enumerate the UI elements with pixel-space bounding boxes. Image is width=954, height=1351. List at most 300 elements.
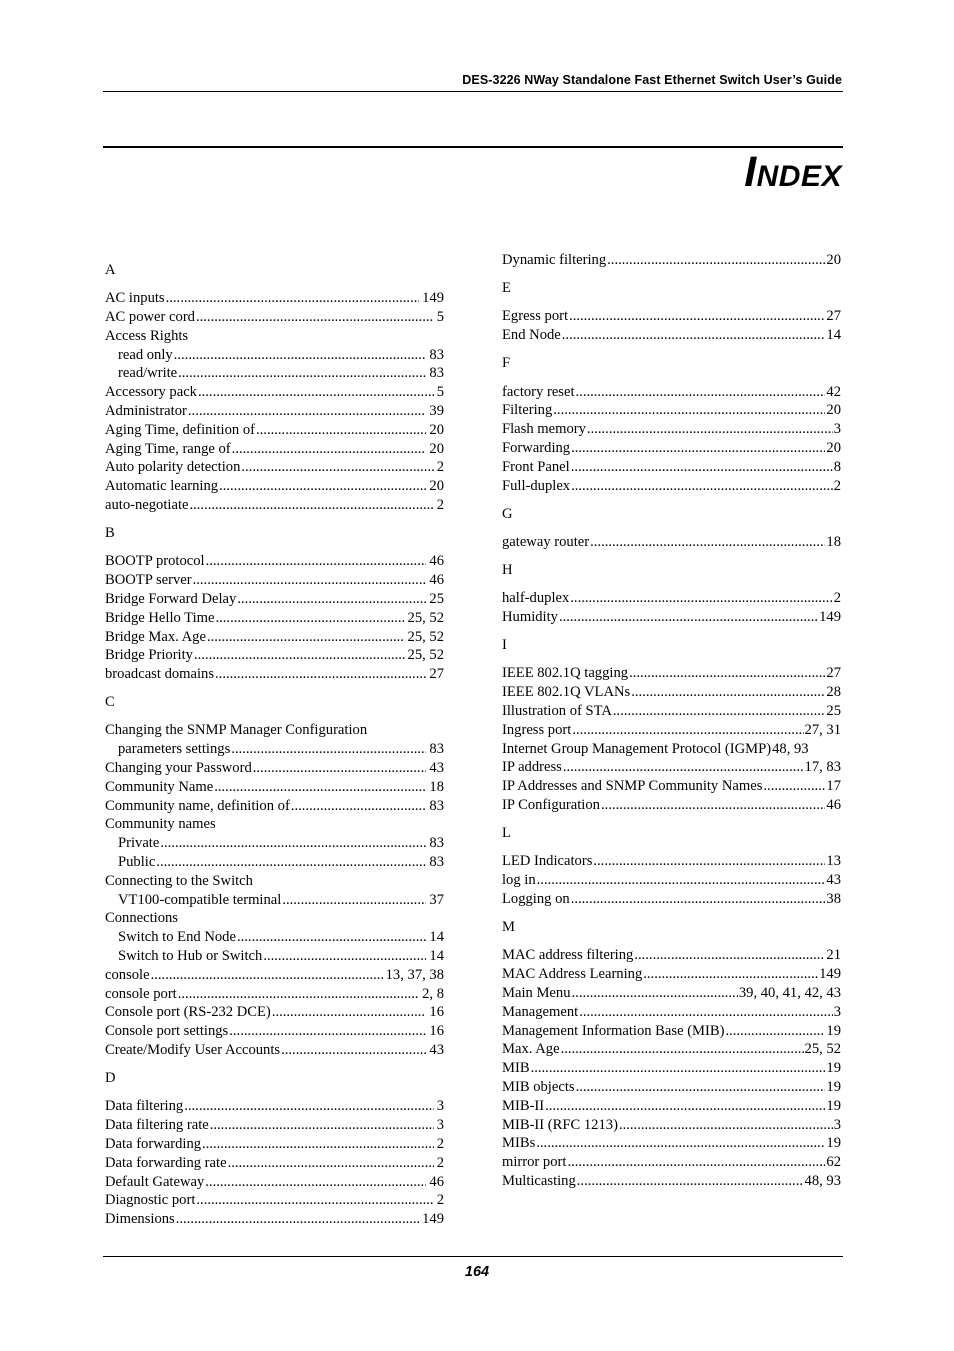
section-letter: H [502, 562, 513, 579]
index-entry [502, 758, 841, 777]
index-entry [502, 1078, 841, 1097]
dot-leader [561, 326, 826, 345]
index-term: Management Information Base (MIB) [502, 1022, 725, 1039]
index-page-refs: 149 [422, 290, 444, 307]
dot-leader [544, 1097, 825, 1116]
index-page-refs: 46 [429, 1173, 444, 1190]
index-term: AC inputs [105, 290, 165, 307]
index-term: Dimensions [105, 1211, 175, 1228]
index-page-refs: 46 [429, 553, 444, 570]
index-term: Data filtering rate [105, 1117, 209, 1134]
dot-leader [230, 740, 426, 759]
index-term: Default Gateway [105, 1173, 205, 1190]
index-term: read only [118, 346, 173, 363]
index-page-refs: 25, 52 [407, 647, 444, 664]
index-entry [502, 740, 841, 759]
index-term: Management [502, 1003, 579, 1020]
index-page-refs: 46 [826, 797, 841, 814]
index-term: Flash memory [502, 421, 586, 438]
dot-leader [209, 1116, 434, 1135]
index-entry [502, 852, 841, 871]
dot-leader [197, 383, 434, 402]
index-term: IEEE 802.1Q tagging [502, 665, 629, 682]
index-entry [502, 890, 841, 909]
dot-leader [589, 533, 825, 552]
index-entry [105, 458, 444, 477]
index-entry [105, 477, 444, 496]
index-page-refs: 3 [436, 1098, 444, 1115]
index-entry [502, 702, 841, 721]
index-term: AC power cord [105, 308, 195, 325]
index-page-refs: 19 [826, 1022, 841, 1039]
index-page-refs: 14 [826, 327, 841, 344]
index-entry [502, 871, 841, 890]
index-entry [502, 1097, 841, 1116]
dot-leader [262, 947, 426, 966]
index-page-refs: 3 [833, 1003, 841, 1020]
page-title-initial: I [744, 148, 757, 196]
index-page-refs: 43 [429, 1042, 444, 1059]
index-term: Public [118, 854, 156, 871]
dot-leader [214, 665, 426, 684]
dot-leader [173, 346, 427, 365]
index-term: Switch to End Node [118, 929, 236, 946]
index-term: IP Addresses and SNMP Community Names [502, 778, 763, 795]
index-page-refs: 28 [826, 684, 841, 701]
dot-leader [155, 853, 426, 872]
dot-leader [535, 1134, 825, 1153]
dot-leader [612, 702, 826, 721]
index-entry [502, 307, 841, 326]
index-column-left [105, 261, 444, 1229]
index-term: Community name, definition of [105, 797, 290, 814]
dot-leader [183, 1097, 433, 1116]
index-term: MIB-II [502, 1097, 545, 1114]
index-term: LED Indicators [502, 853, 593, 870]
dot-leader [558, 608, 818, 627]
index-page-refs: 25, 52 [407, 628, 444, 645]
dot-leader [231, 440, 427, 459]
section-letter: A [105, 262, 116, 278]
index-term: Main Menu [502, 984, 571, 1001]
index-entry [105, 721, 444, 740]
index-term: broadcast domains [105, 666, 215, 683]
index-entry [105, 909, 444, 928]
index-term: Diagnostic port [105, 1192, 196, 1209]
index-term: Bridge Hello Time [105, 609, 215, 626]
index-page-refs: 62 [826, 1154, 841, 1171]
index-term: IP address [502, 759, 562, 776]
index-page-refs: 20 [429, 440, 444, 457]
index-page-refs: 25, 52 [407, 609, 444, 626]
index-entry [502, 664, 841, 683]
index-page-refs: 46 [429, 572, 444, 589]
index-page-refs: 2 [436, 1136, 444, 1152]
dot-leader [570, 890, 826, 909]
index-entry [502, 1022, 841, 1041]
dot-leader [571, 984, 738, 1003]
chapter-rule [103, 146, 843, 148]
index-term: Community Name [105, 778, 214, 795]
index-term: Full-duplex [502, 477, 571, 494]
section-letter: I [502, 637, 507, 654]
index-term: VT100-compatible terminal [118, 891, 282, 908]
index-entry [105, 1116, 444, 1135]
dot-leader [236, 928, 426, 947]
index-entry [105, 440, 444, 459]
index-entry [105, 289, 444, 308]
index-term: Bridge Forward Delay [105, 590, 237, 607]
dot-leader [252, 759, 427, 778]
index-page-refs: 17 [826, 778, 841, 795]
header-rule [103, 91, 843, 92]
index-page-refs: 19 [826, 1097, 841, 1114]
index-entry [105, 1097, 444, 1116]
index-term: BOOTP server [105, 572, 192, 589]
index-term: factory reset [502, 383, 575, 400]
dot-leader [530, 1059, 826, 1078]
index-entry [105, 308, 444, 327]
index-entry [502, 608, 841, 627]
index-term: Filtering [502, 402, 553, 419]
index-entry [502, 946, 841, 965]
index-entry [105, 815, 444, 834]
dot-leader [569, 589, 832, 608]
index-term: IP Configuration [502, 797, 600, 814]
dot-leader [201, 1135, 434, 1154]
index-entry [105, 872, 444, 891]
dot-leader [552, 401, 825, 420]
index-term: Console port (RS-232 DCE) [105, 1004, 271, 1021]
index-entry [105, 985, 444, 1004]
index-page-refs: 16 [429, 1023, 444, 1040]
index-entry [105, 1135, 444, 1154]
index-term: mirror port [502, 1154, 567, 1171]
dot-leader [227, 1154, 434, 1173]
index-term: Connections [105, 910, 178, 927]
index-page-refs: 20 [826, 439, 841, 456]
dot-leader [195, 1191, 433, 1210]
index-entry [105, 1210, 444, 1229]
dot-leader [586, 420, 833, 439]
index-page-refs: 20 [429, 421, 444, 438]
dot-leader [214, 609, 404, 628]
index-entry [502, 477, 841, 496]
index-page-refs: 20 [429, 478, 444, 495]
index-page-refs: 2 [833, 477, 841, 494]
index-page-refs: 3 [436, 1117, 444, 1134]
index-page-refs: 13, 37, 38 [385, 966, 444, 983]
index-term: Dynamic filtering [502, 252, 607, 268]
dot-leader [628, 664, 825, 683]
index-page-refs: 83 [429, 797, 444, 814]
dot-leader [218, 477, 426, 496]
index-term: Forwarding [502, 439, 571, 456]
page-title-rest: NDEX [756, 160, 842, 193]
dot-leader [187, 402, 427, 421]
dot-leader [205, 552, 427, 571]
index-page-refs: 3 [833, 1116, 841, 1133]
index-entry [105, 590, 444, 609]
dot-leader [725, 1022, 826, 1041]
index-term: Bridge Priority [105, 647, 193, 664]
index-term: Internet Group Management Protocol (IGMP) [502, 740, 772, 757]
index-entry [105, 346, 444, 365]
index-entry [105, 1173, 444, 1192]
dot-leader [159, 834, 426, 853]
index-page-refs: 38 [826, 891, 841, 907]
index-page-refs: 27 [826, 308, 841, 325]
dot-leader [177, 985, 419, 1004]
index-entry [105, 571, 444, 590]
index-term: MIB objects [502, 1078, 575, 1095]
index-entry [105, 966, 444, 985]
index-page-refs: 17, 83 [804, 759, 841, 776]
dot-leader [536, 871, 826, 890]
index-entry [105, 421, 444, 440]
index-entry [105, 1154, 444, 1173]
index-term: MIB [502, 1060, 530, 1077]
index-page-refs: 3 [833, 421, 841, 438]
index-entry [105, 552, 444, 571]
index-entry [105, 646, 444, 665]
index-page-refs: 83 [429, 365, 444, 382]
dot-leader [177, 364, 426, 383]
index-entry [502, 1116, 841, 1135]
index-term: Data forwarding rate [105, 1154, 227, 1171]
index-term: Access Rights [105, 327, 189, 344]
index-term: Auto polarity detection [105, 459, 241, 476]
dot-leader [575, 383, 826, 402]
section-letter: F [502, 355, 511, 372]
dot-leader [633, 946, 825, 965]
index-page-refs: 27 [826, 665, 841, 682]
index-entry [502, 1003, 841, 1022]
index-entry [502, 984, 841, 1003]
index-page-refs: 8 [833, 458, 841, 475]
dot-leader [271, 1003, 427, 1022]
index-page-refs: 5 [436, 308, 444, 325]
index-term: log in [502, 872, 536, 889]
dot-leader [228, 1022, 426, 1041]
index-entry [105, 891, 444, 910]
index-entry [105, 797, 444, 816]
index-term: MAC address filtering [502, 947, 634, 964]
index-entry [105, 383, 444, 402]
index-entry [105, 665, 444, 684]
index-page-refs: 13 [826, 853, 841, 870]
index-entry [502, 533, 841, 552]
dot-leader [571, 721, 803, 740]
index-page-refs: 14 [429, 929, 444, 946]
index-page-refs: 14 [429, 948, 444, 965]
index-term: Administrator [105, 402, 187, 419]
index-page-refs: 20 [826, 402, 841, 419]
index-page-refs: 43 [429, 760, 444, 777]
index-term: MIB-II (RFC 1213) [502, 1116, 618, 1133]
index-page-refs: 48, 93 [804, 1172, 841, 1189]
index-term: Logging on [502, 891, 570, 907]
index-page-refs: 39 [429, 402, 444, 419]
index-entry [105, 834, 444, 853]
index-entry [502, 401, 841, 420]
index-page-refs: 149 [422, 1211, 444, 1228]
index-entry [502, 251, 841, 270]
index-term: Bridge Max. Age [105, 628, 206, 645]
index-entry [105, 1003, 444, 1022]
index-term: Console port settings [105, 1023, 229, 1040]
index-term: auto-negotiate [105, 496, 189, 513]
dot-leader [192, 571, 427, 590]
index-entry [502, 589, 841, 608]
index-entry [105, 628, 444, 647]
dot-leader [175, 1210, 419, 1229]
dot-leader [618, 1116, 833, 1135]
index-term: Ingress port [502, 721, 572, 738]
index-entry [105, 1191, 444, 1210]
index-page-refs: 48, 93 [772, 740, 809, 757]
section-letter: E [502, 280, 511, 297]
index-entry [105, 853, 444, 872]
dot-leader [150, 966, 383, 985]
index-entry [105, 947, 444, 966]
index-page-refs: 2 [436, 496, 444, 513]
dot-leader [280, 1041, 426, 1060]
index-term: Illustration of STA [502, 703, 612, 720]
index-entry [105, 327, 444, 346]
index-term: MAC Address Learning [502, 966, 643, 983]
page-number: 164 [464, 1264, 490, 1280]
index-term: End Node [502, 327, 561, 344]
index-entry [502, 1059, 841, 1078]
index-entry [105, 778, 444, 797]
index-entry [502, 777, 841, 796]
index-entry [105, 759, 444, 778]
index-entry [105, 609, 444, 628]
index-entry [105, 740, 444, 759]
index-page-refs: 16 [429, 1004, 444, 1021]
index-term: Private [118, 835, 160, 852]
dot-leader [236, 590, 426, 609]
index-page-refs: 5 [436, 384, 444, 401]
dot-leader [240, 458, 433, 477]
index-page-refs: 149 [819, 609, 841, 626]
index-term: Egress port [502, 308, 569, 325]
section-letter: D [105, 1070, 116, 1087]
index-term: console [105, 966, 150, 983]
index-page-refs: 42 [826, 383, 841, 400]
index-entry [502, 721, 841, 740]
index-page-refs: 83 [429, 741, 444, 758]
index-term: console port [105, 985, 177, 1002]
index-page-refs: 37 [429, 891, 444, 908]
index-term: Create/Modify User Accounts [105, 1042, 281, 1059]
index-page-refs: 25 [826, 703, 841, 720]
index-entry [502, 420, 841, 439]
dot-leader [193, 646, 405, 665]
section-letter: M [502, 919, 515, 936]
index-term: IEEE 802.1Q VLANs [502, 684, 631, 701]
index-entry [502, 965, 841, 984]
index-term: Humidity [502, 609, 558, 626]
index-page-refs: 83 [429, 835, 444, 852]
index-entry [502, 1134, 841, 1153]
dot-leader [204, 1173, 426, 1192]
dot-leader [576, 1172, 804, 1191]
dot-leader [578, 1003, 833, 1022]
index-entry [502, 683, 841, 702]
section-letter: G [502, 505, 513, 522]
index-term: half-duplex [502, 590, 570, 607]
index-term: Front Panel [502, 458, 570, 475]
dot-leader [566, 1153, 825, 1172]
dot-leader [762, 777, 825, 796]
dot-leader [206, 628, 405, 647]
dot-leader [188, 496, 433, 515]
index-page-refs: 21 [826, 947, 841, 964]
section-letter: L [502, 825, 511, 842]
index-entry [502, 383, 841, 402]
index-term: Data forwarding [105, 1136, 202, 1152]
index-entry [502, 326, 841, 345]
index-term: Automatic learning [105, 478, 219, 495]
index-entry [105, 364, 444, 383]
index-entry [105, 496, 444, 515]
index-page-refs: 27, 31 [804, 721, 841, 738]
dot-leader [568, 307, 825, 326]
index-page-refs: 2, 8 [422, 985, 444, 1002]
index-entry [502, 458, 841, 477]
dot-leader [165, 289, 420, 308]
index-page-refs: 18 [429, 778, 444, 795]
index-entry [105, 1041, 444, 1060]
index-term: Max. Age [502, 1041, 560, 1058]
dot-leader [213, 778, 426, 797]
index-entry [502, 1040, 841, 1059]
dot-leader [630, 683, 825, 702]
dot-leader [642, 965, 818, 984]
index-page-refs: 25 [429, 590, 444, 607]
index-term: MIBs [502, 1135, 536, 1152]
index-page-refs: 27 [429, 666, 444, 683]
dot-leader [281, 891, 426, 910]
dot-leader [606, 251, 825, 270]
dot-leader [570, 458, 833, 477]
index-term: parameters settings [118, 741, 231, 758]
index-page-refs: 2 [436, 1154, 444, 1171]
index-entry [105, 402, 444, 421]
dot-leader [255, 421, 426, 440]
index-page-refs: 19 [826, 1135, 841, 1152]
dot-leader [592, 852, 825, 871]
index-page-refs: 43 [826, 872, 841, 889]
index-page-refs: 20 [826, 252, 841, 268]
index-entry [105, 928, 444, 947]
index-entry [502, 1172, 841, 1191]
dot-leader [570, 477, 833, 496]
index-term: Community names [105, 816, 216, 833]
dot-leader [560, 1040, 804, 1059]
index-page-refs: 18 [826, 533, 841, 550]
footer-rule [103, 1256, 843, 1257]
index-entry [105, 1022, 444, 1041]
index-column-right [502, 251, 841, 1191]
dot-leader [562, 758, 804, 777]
index-term: read/write [118, 365, 178, 382]
index-page-refs: 19 [826, 1060, 841, 1077]
dot-leader [290, 797, 427, 816]
index-term: Multicasting [502, 1172, 576, 1189]
